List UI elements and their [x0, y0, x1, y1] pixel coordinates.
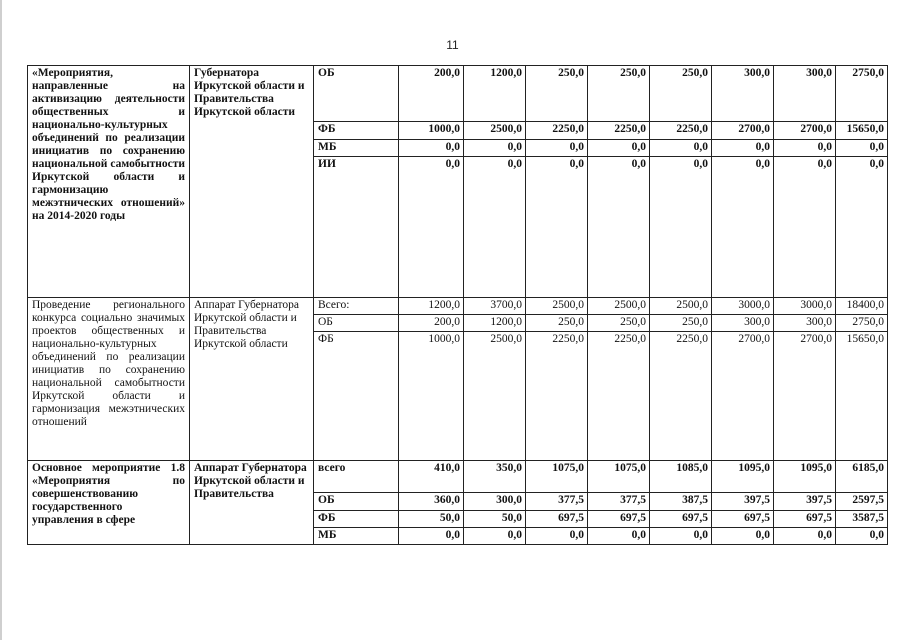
year-value: 0,0	[526, 157, 588, 298]
year-value: 2700,0	[712, 332, 774, 461]
year-value: 2250,0	[588, 122, 650, 140]
year-value: 2700,0	[774, 332, 836, 461]
year-value: 3700,0	[464, 298, 526, 315]
total-value: 0,0	[836, 140, 888, 157]
year-value: 0,0	[588, 140, 650, 157]
funding-source: МБ	[314, 528, 399, 545]
year-value: 200,0	[399, 66, 464, 122]
year-value: 200,0	[399, 315, 464, 332]
year-value: 2250,0	[526, 122, 588, 140]
year-value: 1000,0	[399, 332, 464, 461]
total-value: 6185,0	[836, 461, 888, 493]
funding-source: МБ	[314, 140, 399, 157]
year-value: 0,0	[774, 528, 836, 545]
year-value: 300,0	[774, 66, 836, 122]
year-value: 1200,0	[464, 66, 526, 122]
funding-source: ИИ	[314, 157, 399, 298]
year-value: 250,0	[650, 315, 712, 332]
year-value: 50,0	[464, 511, 526, 528]
executor-cell: Аппарат Губернатора Иркутской области и Правительства Иркутской области	[190, 298, 314, 461]
total-value: 15650,0	[836, 122, 888, 140]
year-value: 2500,0	[526, 298, 588, 315]
funding-source: ОБ	[314, 66, 399, 122]
funding-source: ФБ	[314, 332, 399, 461]
year-value: 2500,0	[650, 298, 712, 315]
event-description: «Мероприятия, направленные на активизацию деятельности общественных и национально-культурных объединений по реализации инициатив по сохранению национальной самобытности Иркутской области и гармонизацию межэтнических отношений» на 2014-2020 годы	[28, 66, 190, 298]
funding-source: Всего:	[314, 298, 399, 315]
table-row	[28, 66, 888, 122]
year-value: 0,0	[774, 157, 836, 298]
funding-source: ОБ	[314, 493, 399, 511]
year-value: 397,5	[774, 493, 836, 511]
budget-table	[27, 65, 888, 545]
funding-source: ОБ	[314, 315, 399, 332]
event-description: Основное мероприятие 1.8 «Мероприятия по совершенствованию государственного управления в сфере	[28, 461, 190, 545]
year-value: 697,5	[526, 511, 588, 528]
total-value: 0,0	[836, 528, 888, 545]
total-value: 2750,0	[836, 315, 888, 332]
year-value: 0,0	[712, 140, 774, 157]
total-value: 2750,0	[836, 66, 888, 122]
year-value: 3000,0	[774, 298, 836, 315]
year-value: 0,0	[464, 140, 526, 157]
year-value: 0,0	[399, 157, 464, 298]
year-value: 387,5	[650, 493, 712, 511]
year-value: 3000,0	[712, 298, 774, 315]
table-row	[28, 461, 888, 493]
year-value: 2500,0	[464, 332, 526, 461]
year-value: 0,0	[712, 528, 774, 545]
executor-cell: Губернатора Иркутской области и Правительства Иркутской области	[190, 66, 314, 298]
year-value: 0,0	[526, 140, 588, 157]
year-value: 2500,0	[464, 122, 526, 140]
year-value: 0,0	[399, 528, 464, 545]
year-value: 2250,0	[526, 332, 588, 461]
year-value: 0,0	[774, 140, 836, 157]
year-value: 0,0	[526, 528, 588, 545]
year-value: 377,5	[588, 493, 650, 511]
year-value: 250,0	[588, 66, 650, 122]
year-value: 697,5	[588, 511, 650, 528]
year-value: 250,0	[526, 66, 588, 122]
year-value: 0,0	[650, 528, 712, 545]
total-value: 0,0	[836, 157, 888, 298]
year-value: 1085,0	[650, 461, 712, 493]
funding-source: ФБ	[314, 511, 399, 528]
year-value: 0,0	[588, 157, 650, 298]
year-value: 2250,0	[650, 122, 712, 140]
year-value: 0,0	[650, 157, 712, 298]
year-value: 1000,0	[399, 122, 464, 140]
year-value: 1075,0	[526, 461, 588, 493]
year-value: 1200,0	[399, 298, 464, 315]
funding-source: всего	[314, 461, 399, 493]
year-value: 350,0	[464, 461, 526, 493]
year-value: 1200,0	[464, 315, 526, 332]
total-value: 2597,5	[836, 493, 888, 511]
year-value: 377,5	[526, 493, 588, 511]
funding-source: ФБ	[314, 122, 399, 140]
year-value: 2250,0	[650, 332, 712, 461]
year-value: 50,0	[399, 511, 464, 528]
scan-edge-left	[0, 0, 2, 640]
year-value: 250,0	[588, 315, 650, 332]
year-value: 1095,0	[712, 461, 774, 493]
year-value: 0,0	[464, 528, 526, 545]
year-value: 0,0	[399, 140, 464, 157]
year-value: 0,0	[712, 157, 774, 298]
year-value: 2250,0	[588, 332, 650, 461]
year-value: 250,0	[650, 66, 712, 122]
year-value: 2700,0	[774, 122, 836, 140]
total-value: 18400,0	[836, 298, 888, 315]
table-row	[28, 298, 888, 315]
page-number: 11	[446, 38, 459, 52]
year-value: 2500,0	[588, 298, 650, 315]
year-value: 697,5	[774, 511, 836, 528]
year-value: 397,5	[712, 493, 774, 511]
total-value: 3587,5	[836, 511, 888, 528]
year-value: 410,0	[399, 461, 464, 493]
year-value: 1075,0	[588, 461, 650, 493]
year-value: 300,0	[464, 493, 526, 511]
event-description: Проведение регионального конкурса социально значимых проектов общественных и национально-культурных объединений по реализации инициатив по сохранению национальной самобытности Иркутской области и гармонизация межэтнических отношений	[28, 298, 190, 461]
year-value: 697,5	[650, 511, 712, 528]
executor-cell: Аппарат Губернатора Иркутской области и Правительства	[190, 461, 314, 545]
year-value: 0,0	[650, 140, 712, 157]
year-value: 300,0	[774, 315, 836, 332]
year-value: 360,0	[399, 493, 464, 511]
year-value: 0,0	[464, 157, 526, 298]
year-value: 2700,0	[712, 122, 774, 140]
year-value: 300,0	[712, 315, 774, 332]
year-value: 697,5	[712, 511, 774, 528]
year-value: 1095,0	[774, 461, 836, 493]
year-value: 0,0	[588, 528, 650, 545]
total-value: 15650,0	[836, 332, 888, 461]
year-value: 300,0	[712, 66, 774, 122]
year-value: 250,0	[526, 315, 588, 332]
